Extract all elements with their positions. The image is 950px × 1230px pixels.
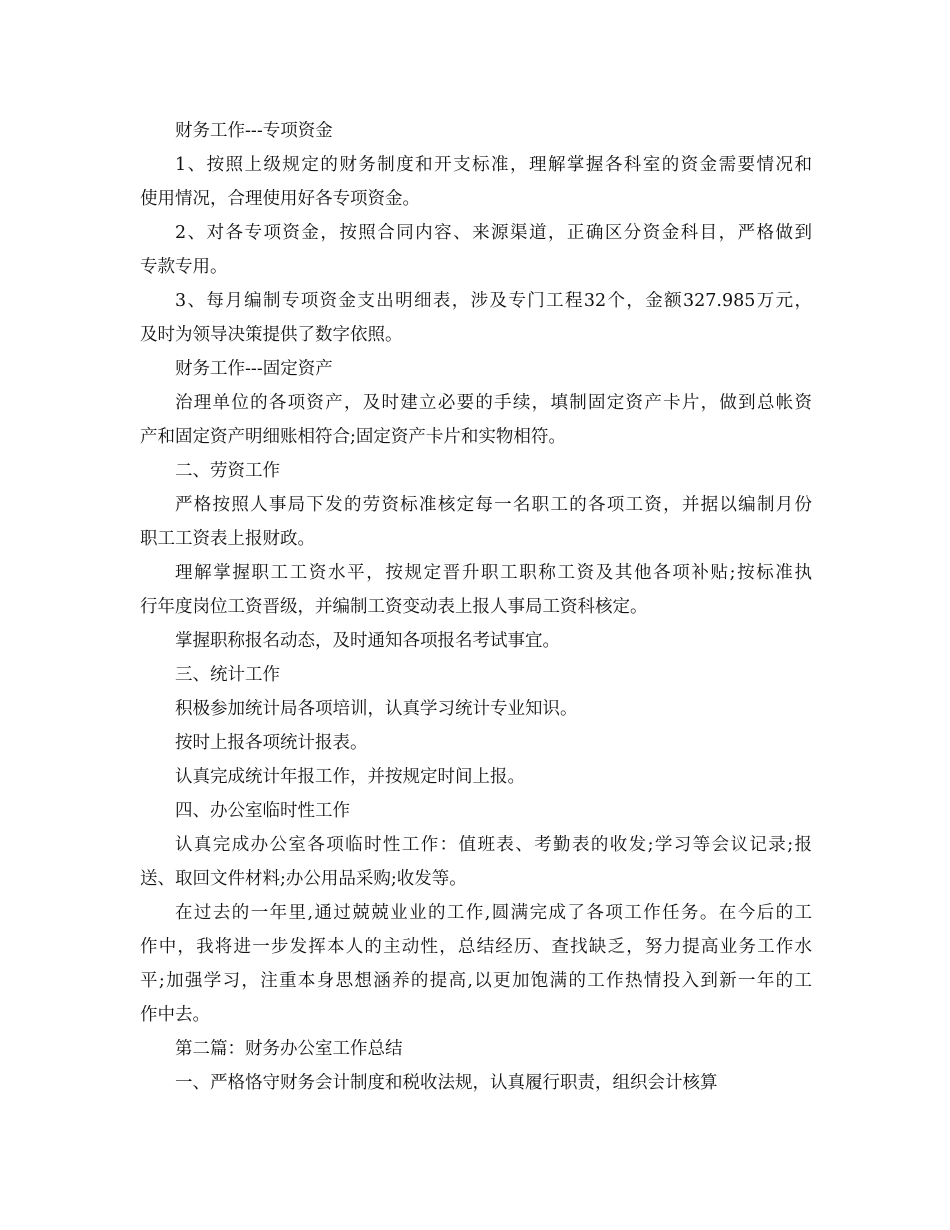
paragraph-line: 平;加强学习，注重本身思想涵养的提高,以更加饱满的工作热情投入到新一年的工 [140, 971, 812, 991]
paragraph-line: 及时为领导决策提供了数字依照。 [140, 325, 403, 345]
heading-office-temporary-work: 四、办公室临时性工作 [175, 801, 350, 821]
paragraph-line: 使用情况，合理使用好各专项资金。 [140, 189, 420, 209]
heading-second-article: 第二篇：财务办公室工作总结 [175, 1039, 403, 1059]
heading-fixed-assets: 财务工作---固定资产 [175, 359, 333, 379]
paragraph-line: 1、按照上级规定的财务制度和开支标准，理解掌握各科室的资金需要情况和 [175, 155, 812, 175]
document-body [140, 114, 812, 1100]
paragraph-line: 理解掌握职工工资水平，按规定晋升职工职称工资及其他各项补贴;按标准执 [175, 563, 812, 583]
heading-statistics: 三、统计工作 [175, 665, 280, 685]
paragraph-line: 2、对各专项资金，按照合同内容、来源渠道，正确区分资金科目，严格做到 [175, 223, 812, 243]
paragraph-line: 在过去的一年里,通过兢兢业业的工作,圆满完成了各项工作任务。在今后的工 [175, 903, 812, 923]
paragraph-line: 专款专用。 [140, 257, 228, 277]
paragraph-line: 行年度岗位工资晋级，并编制工资变动表上报人事局工资科核定。 [140, 597, 648, 617]
paragraph-line: 产和固定资产明细账相符合;固定资产卡片和实物相符。 [140, 427, 566, 447]
paragraph-line: 3、每月编制专项资金支出明细表，涉及专门工程32个，金额327.985万元， [175, 291, 812, 311]
paragraph-line: 认真完成统计年报工作，并按规定时间上报。 [175, 767, 525, 787]
paragraph-line: 严格按照人事局下发的劳资标准核定每一名职工的各项工资，并据以编制月份 [175, 495, 812, 515]
heading-special-funds: 财务工作---专项资金 [175, 121, 333, 141]
heading-labor-wages: 二、劳资工作 [175, 461, 280, 481]
paragraph-line: 治理单位的各项资产，及时建立必要的手续，填制固定资产卡片，做到总帐资 [175, 393, 812, 413]
paragraph-line: 送、取回文件材料;办公用品采购;收发等。 [140, 869, 467, 889]
paragraph-line: 作中，我将进一步发挥本人的主动性，总结经历、查找缺乏，努力提高业务工作水 [140, 937, 812, 957]
paragraph-line: 掌握职称报名动态，及时通知各项报名考试事宜。 [175, 631, 560, 651]
paragraph-line: 认真完成办公室各项临时性工作：值班表、考勤表的收发;学习等会议记录;报 [175, 835, 812, 855]
paragraph-line: 一、严格恪守财务会计制度和税收法规，认真履行职责，组织会计核算 [175, 1073, 718, 1093]
paragraph-line: 按时上报各项统计报表。 [175, 733, 368, 753]
paragraph-line: 积极参加统计局各项培训，认真学习统计专业知识。 [175, 699, 578, 719]
paragraph-line: 作中去。 [140, 1005, 210, 1025]
paragraph-line: 职工工资表上报财政。 [140, 529, 315, 549]
